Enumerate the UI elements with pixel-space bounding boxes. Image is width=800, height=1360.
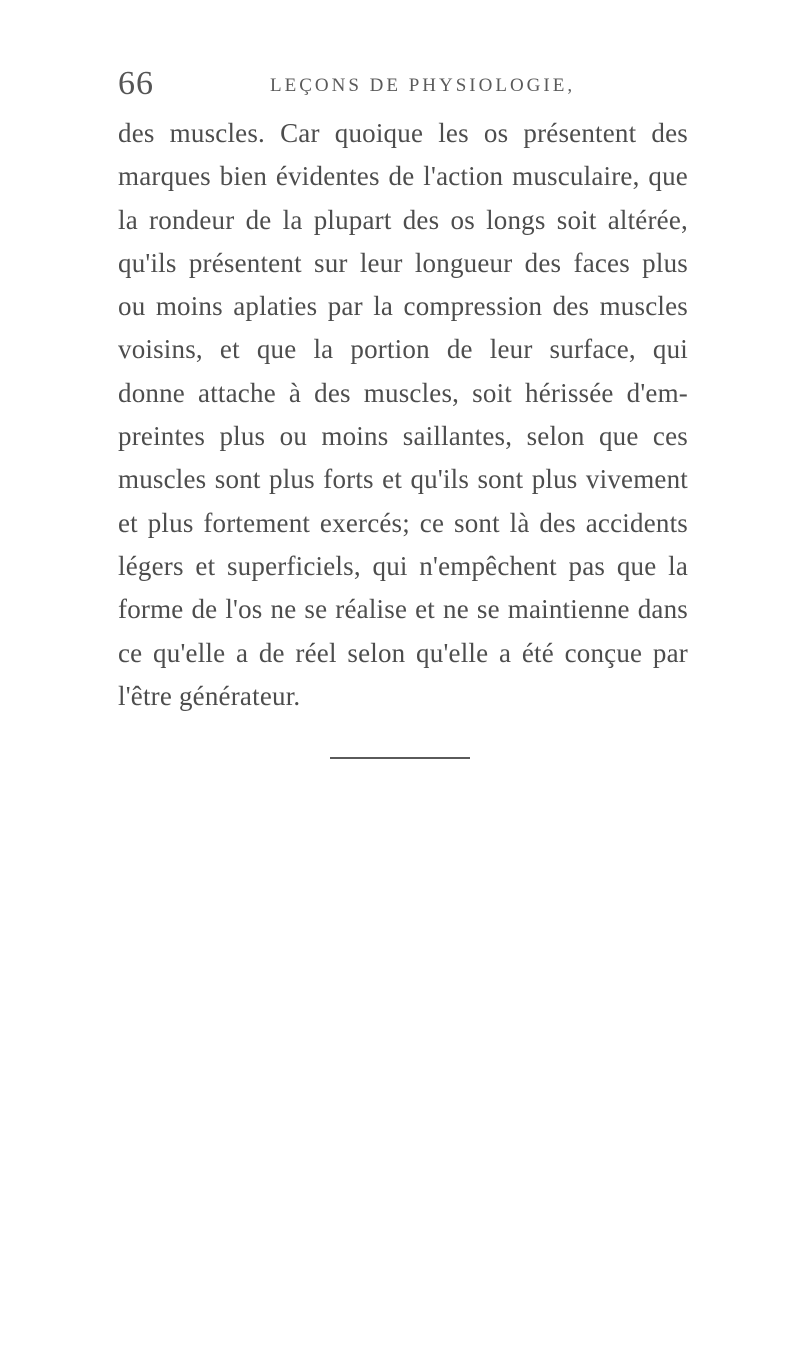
text-line: ou moins aplaties par la compression des muscles — [118, 291, 688, 322]
text-line: et plus fortement exercés; ce sont là des accidents — [118, 507, 688, 538]
running-head — [118, 64, 678, 104]
text-line-last: l'être générateur. — [118, 680, 301, 711]
text-line: muscles sont plus forts et qu'ils sont plus vivement — [118, 464, 688, 495]
page-number: 66 — [118, 65, 154, 102]
text-line: légers et superficiels, qui n'empêchent pas que la — [118, 550, 688, 581]
text-line: qu'ils présentent sur leur longueur des faces plus — [118, 247, 688, 278]
running-title: LEÇONS DE PHYSIOLOGIE, — [270, 75, 576, 96]
end-rule — [330, 757, 470, 759]
text-line: ce qu'elle a de réel selon qu'elle a été conçue par — [118, 637, 688, 668]
text-line: voisins, et que la portion de leur surface, qui — [118, 334, 688, 365]
text-line: des muscles. Car quoique les os présentent des — [118, 118, 688, 148]
text-line: la rondeur de la plupart des os longs soit altérée, — [118, 204, 688, 235]
text-line: forme de l'os ne se réalise et ne se maintienne dans — [118, 594, 688, 625]
body-paragraph — [118, 112, 688, 718]
text-line: marques bien évidentes de l'action musculaire, que — [118, 161, 688, 192]
text-line: donne attache à des muscles, soit hérissée d'em- — [118, 377, 688, 408]
text-line: preintes plus ou moins saillantes, selon que ces — [118, 421, 688, 452]
